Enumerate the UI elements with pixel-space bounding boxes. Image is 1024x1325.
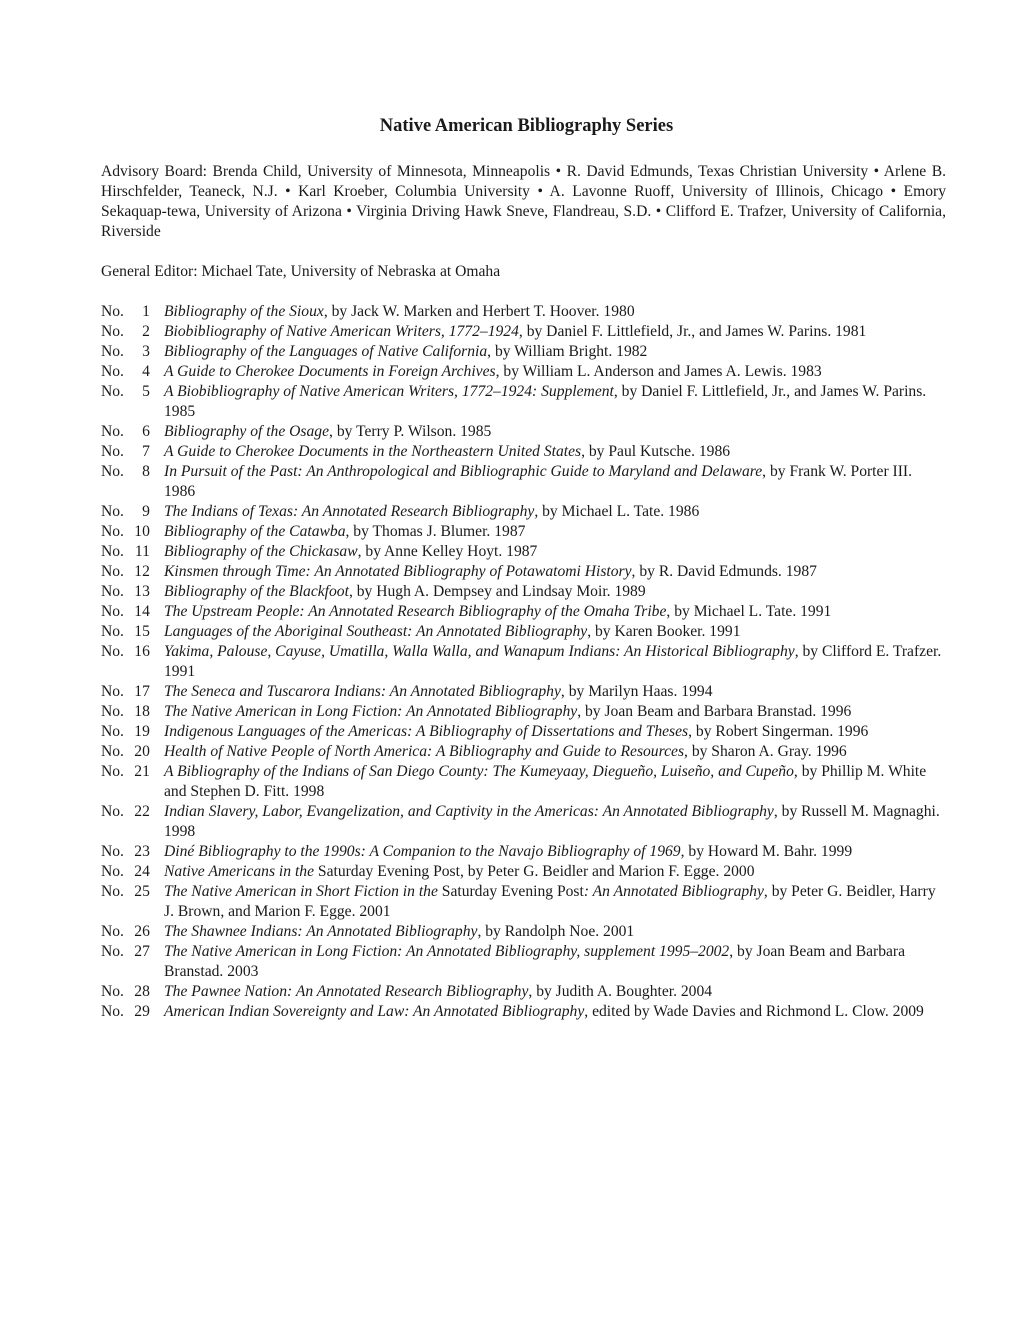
entry-title: In Pursuit of the Past: An Anthropological and Bibliographic Guide to Maryland and Delaware (164, 463, 763, 480)
entry-text (164, 502, 946, 522)
entry-authors: , by Daniel F. Littlefield, Jr., and James W. Parins. 1981 (518, 323, 867, 340)
entry-number: No. 3 (101, 343, 150, 360)
series-list (101, 302, 946, 1022)
series-entry (101, 422, 946, 442)
entry-title: Diné Bibliography to the 1990s: A Companion to the Navajo Bibliography of 1969 (164, 843, 681, 860)
entry-title: Health of Native People of North America: A Bibliography and Guide to Resources (164, 743, 685, 760)
entry-text (164, 562, 946, 582)
entry-text (164, 342, 946, 362)
entry-text (164, 642, 946, 682)
entry-number: No. 14 (101, 603, 150, 620)
entry-title: The Native American in Long Fiction: An Annotated Bibliography, supplement 1995–2002 (164, 943, 730, 960)
entry-text (164, 842, 946, 862)
series-entry (101, 622, 946, 642)
series-entry (101, 382, 946, 422)
series-entry (101, 982, 946, 1002)
entry-title: Bibliography of the Catawba (164, 523, 346, 540)
entry-text (164, 922, 946, 942)
entry-title: Yakima, Palouse, Cayuse, Umatilla, Walla Walla, and Wanapum Indians: An Historical Bibliography (164, 643, 795, 660)
entry-authors: , by Joan Beam and Barbara Branstad. 2003 (164, 943, 906, 980)
entry-authors: , by William Bright. 1982 (487, 343, 648, 360)
entry-authors: , by Paul Kutsche. 1986 (581, 443, 731, 460)
entry-title: Indigenous Languages of the Americas: A Bibliography of Dissertations and Theses (164, 723, 689, 740)
series-entry (101, 882, 946, 922)
series-entry (101, 582, 946, 602)
entry-text (164, 422, 946, 442)
entry-number: No. 10 (101, 523, 150, 540)
entry-number: No. 21 (101, 763, 150, 780)
entry-authors: , by R. David Edmunds. 1987 (631, 563, 817, 580)
entry-number: No. 20 (101, 743, 150, 760)
series-entry (101, 1002, 946, 1022)
series-entry (101, 682, 946, 702)
entry-title: A Guide to Cherokee Documents in Foreign Archives (164, 363, 496, 380)
entry-title: The Pawnee Nation: An Annotated Research Bibliography (164, 983, 529, 1000)
series-entry (101, 862, 946, 882)
entry-title: A Biobibliography of Native American Writers, 1772–1924: Supplement (164, 383, 614, 400)
entry-authors: , by Judith A. Boughter. 2004 (528, 983, 713, 1000)
advisory-board: Advisory Board: Brenda Child, University of Minnesota, Minneapolis • R. David Edmunds, Texas Christian University • Arlene B. Hirschfelder, Teaneck, N.J. • Karl Kroeber, Columbia University • A. Lavonne Ruoff, University of Illinois, Chicago • Emory Sekaquap-tewa, University of Arizona • Virginia Driving Hawk Sneve, Flandreau, S.D. • Clifford E. Trafzer, University of California, Riverside (101, 163, 946, 240)
series-entry (101, 442, 946, 462)
entry-number: No. 23 (101, 843, 150, 860)
entry-number: No. 18 (101, 703, 150, 720)
entry-title: Biobibliography of Native American Writers, 1772–1924 (164, 323, 519, 340)
entry-authors: , by Joan Beam and Barbara Branstad. 1996 (577, 703, 852, 720)
series-entry (101, 342, 946, 362)
entry-number: No. 27 (101, 943, 150, 960)
entry-number: No. 28 (101, 983, 150, 1000)
entry-authors: , by Howard M. Bahr. 1999 (680, 843, 853, 860)
entry-authors: , by Hugh A. Dempsey and Lindsay Moir. 1989 (348, 583, 646, 600)
series-entry (101, 302, 946, 322)
entry-authors: , by Frank W. Porter III. 1986 (164, 463, 913, 500)
entry-text (164, 522, 946, 542)
series-entry (101, 742, 946, 762)
entry-text (164, 762, 946, 802)
entry-number: No. 8 (101, 463, 150, 480)
entry-title: Native Americans in the (164, 863, 318, 880)
entry-text (164, 982, 946, 1002)
entry-number: No. 1 (101, 303, 150, 320)
series-entry (101, 362, 946, 382)
entry-text (164, 862, 946, 882)
series-entry (101, 602, 946, 622)
entry-text (164, 742, 946, 762)
entry-authors: , by Jack W. Marken and Herbert T. Hoover. 1980 (323, 303, 635, 320)
entry-authors: , by Phillip M. White and Stephen D. Fitt. 1998 (164, 763, 927, 800)
entry-text (164, 442, 946, 462)
entry-title-cont: : An Annotated Bibliography (583, 883, 764, 900)
series-entry (101, 542, 946, 562)
series-title: Native American Bibliography Series (379, 116, 674, 136)
series-entry (101, 762, 946, 802)
entry-title: Bibliography of the Blackfoot (164, 583, 349, 600)
entry-authors: , by Thomas J. Blumer. 1987 (345, 523, 526, 540)
entry-text (164, 322, 946, 342)
entry-number: No. 5 (101, 383, 150, 400)
entry-number: No. 2 (101, 323, 150, 340)
series-entry (101, 642, 946, 682)
entry-title: Bibliography of the Languages of Native California (164, 343, 488, 360)
entry-number: No. 13 (101, 583, 150, 600)
entry-number: No. 15 (101, 623, 150, 640)
entry-number: No. 6 (101, 423, 150, 440)
series-entry (101, 502, 946, 522)
entry-text (164, 462, 946, 502)
entry-authors: , by Clifford E. Trafzer. 1991 (164, 643, 942, 680)
entry-authors: , by Karen Booker. 1991 (587, 623, 741, 640)
entry-number: No. 22 (101, 803, 150, 820)
entry-title-roman: Saturday Evening Post (317, 863, 460, 880)
entry-number: No. 24 (101, 863, 150, 880)
entry-text (164, 622, 946, 642)
entry-text (164, 882, 946, 922)
series-entry (101, 522, 946, 542)
entry-text (164, 542, 946, 562)
series-entry (101, 462, 946, 502)
series-entry (101, 722, 946, 742)
entry-number: No. 16 (101, 643, 150, 660)
entry-text (164, 702, 946, 722)
entry-title: Bibliography of the Osage (164, 423, 330, 440)
general-editor: General Editor: Michael Tate, University of Nebraska at Omaha (101, 263, 501, 280)
entry-authors: , by Anne Kelley Hoyt. 1987 (357, 543, 538, 560)
entry-number: No. 4 (101, 363, 150, 380)
entry-title: American Indian Sovereignty and Law: An Annotated Bibliography (164, 1003, 585, 1020)
entry-authors: , by Peter G. Beidler, Harry J. Brown, and Marion F. Egge. 2001 (164, 883, 936, 920)
entry-authors: , by Peter G. Beidler and Marion F. Egge. 2000 (459, 863, 755, 880)
entry-authors: , by Robert Singerman. 1996 (688, 723, 869, 740)
entry-number: No. 9 (101, 503, 150, 520)
series-entry (101, 842, 946, 862)
entry-text (164, 362, 946, 382)
entry-authors: , by Terry P. Wilson. 1985 (329, 423, 492, 440)
entry-authors: , by Marilyn Haas. 1994 (560, 683, 713, 700)
entry-title-roman: Saturday Evening Post (441, 883, 584, 900)
entry-title: A Bibliography of the Indians of San Diego County: The Kumeyaay, Diegueño, Luiseño, and Cupeño (164, 763, 794, 780)
entry-number: No. 11 (101, 543, 150, 560)
entry-text (164, 382, 946, 422)
entry-text (164, 682, 946, 702)
entry-authors: , by Randolph Noe. 2001 (477, 923, 635, 940)
entry-authors: , by Russell M. Magnaghi. 1998 (164, 803, 940, 840)
entry-title: The Native American in Short Fiction in the (164, 883, 442, 900)
series-entry (101, 922, 946, 942)
entry-authors: , edited by Wade Davies and Richmond L. Clow. 2009 (584, 1003, 924, 1020)
entry-authors: , by Michael L. Tate. 1991 (666, 603, 832, 620)
entry-text (164, 942, 946, 982)
entry-title: The Upstream People: An Annotated Research Bibliography of the Omaha Tribe (164, 603, 667, 620)
entry-authors: , by Sharon A. Gray. 1996 (684, 743, 847, 760)
entry-number: No. 12 (101, 563, 150, 580)
entry-title: Bibliography of the Sioux (164, 303, 324, 320)
entry-title: A Guide to Cherokee Documents in the Northeastern United States (164, 443, 582, 460)
series-entry (101, 322, 946, 342)
entry-authors: , by Daniel F. Littlefield, Jr., and James W. Parins. 1985 (164, 383, 927, 420)
series-entry (101, 942, 946, 982)
entry-title: Kinsmen through Time: An Annotated Bibliography of Potawatomi History (164, 563, 632, 580)
entry-title: The Native American in Long Fiction: An Annotated Bibliography (164, 703, 578, 720)
entry-authors: , by William L. Anderson and James A. Lewis. 1983 (495, 363, 822, 380)
entry-title: Bibliography of the Chickasaw (164, 543, 358, 560)
entry-number: No. 25 (101, 883, 150, 900)
document-page (101, 113, 946, 1022)
entry-title: The Shawnee Indians: An Annotated Bibliography (164, 923, 478, 940)
entry-title: Languages of the Aboriginal Southeast: An Annotated Bibliography (164, 623, 588, 640)
entry-title: The Indians of Texas: An Annotated Research Bibliography (164, 503, 535, 520)
entry-number: No. 17 (101, 683, 150, 700)
series-entry (101, 562, 946, 582)
entry-number: No. 29 (101, 1003, 150, 1020)
entry-number: No. 7 (101, 443, 150, 460)
entry-number: No. 26 (101, 923, 150, 940)
entry-text (164, 302, 946, 322)
entry-number: No. 19 (101, 723, 150, 740)
entry-authors: , by Michael L. Tate. 1986 (534, 503, 700, 520)
entry-title: The Seneca and Tuscarora Indians: An Annotated Bibliography (164, 683, 561, 700)
entry-text (164, 802, 946, 842)
entry-text (164, 722, 946, 742)
series-entry (101, 702, 946, 722)
entry-text (164, 582, 946, 602)
entry-text (164, 602, 946, 622)
series-entry (101, 802, 946, 842)
entry-text (164, 1002, 946, 1022)
entry-title: Indian Slavery, Labor, Evangelization, and Captivity in the Americas: An Annotated Bibliography (164, 803, 774, 820)
